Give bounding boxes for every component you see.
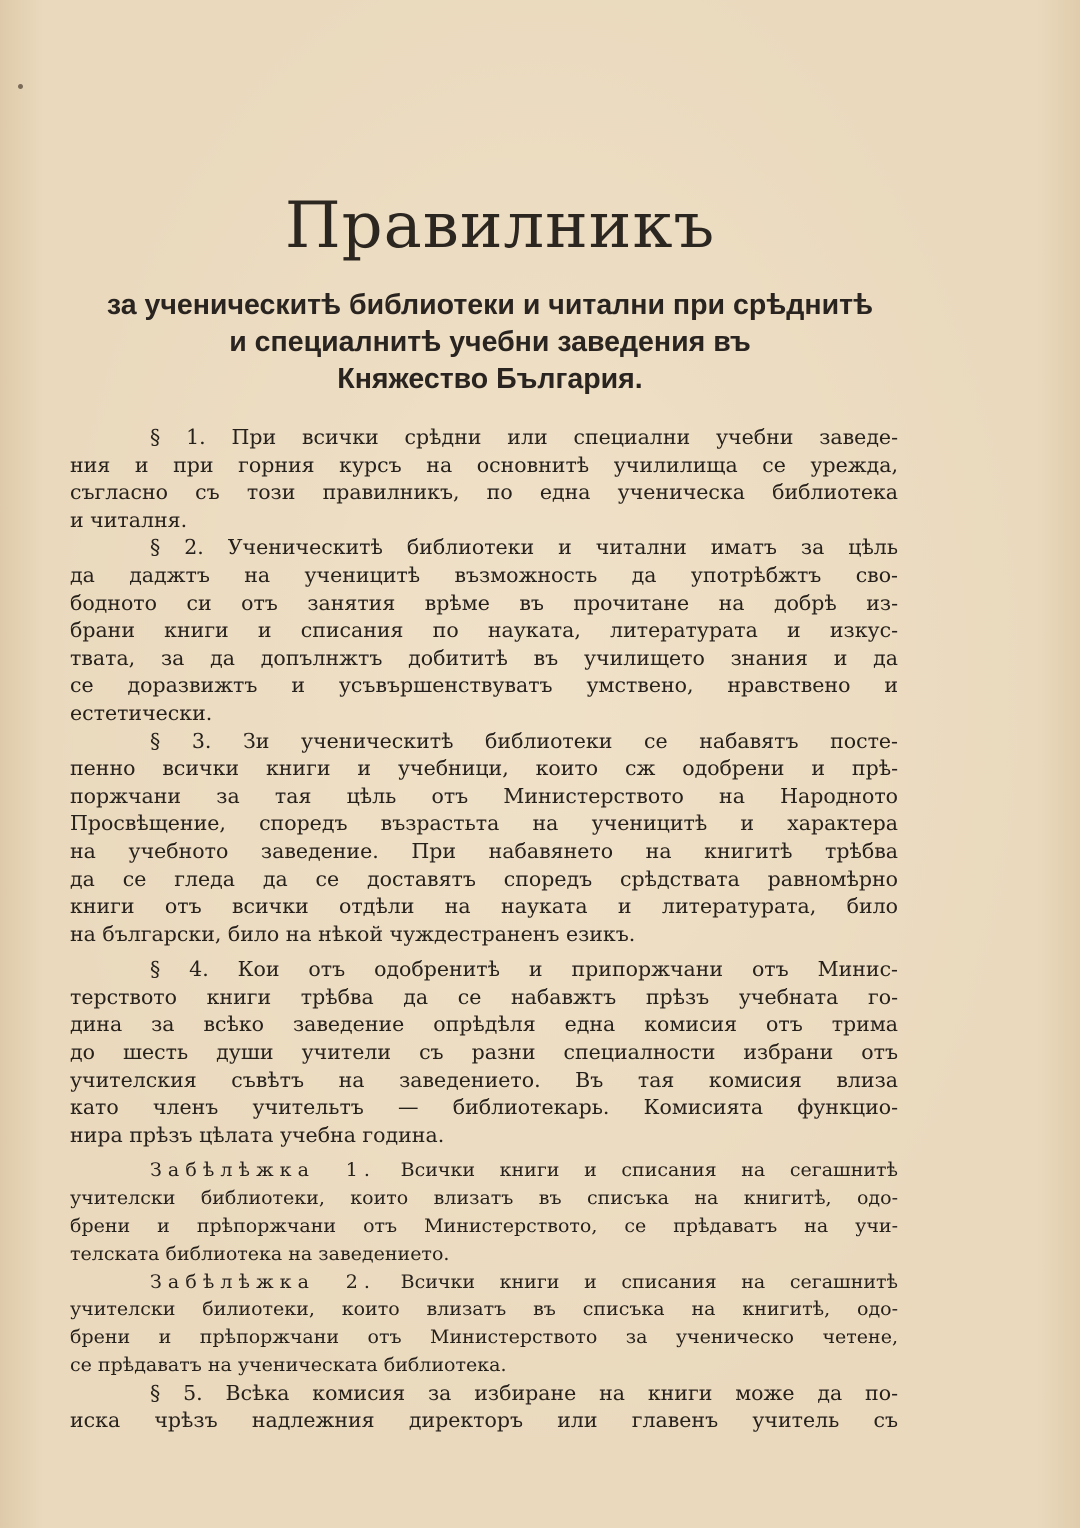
text-line: като членъ учительтъ — библиотекарь. Комисията функцио-: [70, 1095, 898, 1120]
paragraph-gap: [70, 1149, 898, 1157]
note-label: Забѣлѣжка 1.: [150, 1159, 376, 1182]
text-line: § 4. Кои отъ одобренитѣ и припоржчани отъ Минис-: [150, 957, 898, 982]
text-line: учителски билиотеки, които влизатъ въ списъка на книгитѣ, одо-: [70, 1298, 898, 1321]
text-line: брени и прѣпоржчани отъ Министерството, се прѣдаватъ на учи-: [70, 1215, 898, 1238]
text-line: брани книги и списания по науката, литературата и изкус-: [70, 618, 898, 643]
note-2: [70, 1269, 898, 1380]
document-body: [70, 424, 898, 1435]
text-line: телската библиотека на заведението.: [70, 1242, 450, 1265]
text-line: на учебното заведение. При набавянето на книгитѣ трѣбва: [70, 838, 898, 863]
text-line: книги отъ всички отдѣли на науката и литературата, било: [70, 894, 898, 919]
text-line: поржчани за тая цѣль отъ Министерството на Народното: [70, 783, 898, 808]
text-line: дина за всѣко заведение опрѣдѣля една комисия отъ трима: [70, 1012, 898, 1037]
paragraph-4: [70, 956, 898, 1149]
subtitle-line: и специалнитѣ учебни заведения въ: [229, 326, 751, 358]
note-label: Забѣлѣжка 2.: [150, 1270, 376, 1293]
text-line: § 2. Ученическитѣ библиотеки и читални иматъ за цѣль: [150, 535, 898, 560]
text-line: естетически.: [70, 700, 213, 725]
note-text: Всички книги и списания на сегашнитѣ: [400, 1270, 899, 1293]
text-line: на български, било на нѣкой чуждестраненъ езикъ.: [70, 921, 636, 946]
document-title: Правилникъ: [284, 189, 716, 263]
text-line: иска чрѣзъ надлежния директоръ или главенъ учитель съ: [70, 1408, 898, 1433]
note-text: Всички книги и списания на сегашнитѣ: [400, 1159, 899, 1182]
ink-speck: [18, 84, 23, 89]
text-line: [70, 1269, 898, 1297]
paragraph-3: [70, 728, 898, 949]
text-line: твата, за да допълнжтъ добититѣ въ училището знания и да: [70, 645, 898, 670]
paragraph-5: [70, 1380, 898, 1435]
text-line: пенно всички книги и учебници, които сж одобрени и прѣ-: [70, 756, 898, 781]
text-line: бодното си отъ занятия врѣме въ прочитане на добрѣ из-: [70, 590, 898, 615]
text-line: § 1. При всички срѣдни или специални учебни заведе-: [150, 425, 898, 449]
text-line: се прѣдаватъ на ученическата библиотека.: [70, 1354, 507, 1377]
text-line: и читалня.: [70, 507, 188, 532]
text-line: съгласно съ този правилникъ, по една ученическа библиотека: [70, 480, 898, 505]
text-line: [70, 1157, 898, 1185]
text-line: се доразвижтъ и усъвършенствуватъ умствено, нравствено и: [70, 673, 898, 698]
text-line: да даджтъ на ученицитѣ възможность да употрѣбжтъ сво-: [70, 562, 898, 587]
document-subtitle: [60, 287, 920, 398]
text-line: брени и прѣпоржчани отъ Министерството за ученическо четене,: [70, 1326, 898, 1349]
note-1: [70, 1157, 898, 1268]
subtitle-line: за ученическитѣ библиотеки и читални при срѣднитѣ: [106, 289, 874, 321]
text-line: § 5. Всѣка комисия за избиране на книги може да по-: [150, 1380, 898, 1405]
text-line: ния и при горния курсъ на основнитѣ училилища се урежда,: [70, 452, 898, 477]
text-line: учителски библиотеки, които влизатъ въ списъка на книгитѣ, одо-: [70, 1187, 898, 1210]
paragraph-1: [70, 424, 898, 534]
text-line: учителския съвѣтъ на заведението. Въ тая комисия влиза: [70, 1067, 898, 1092]
text-line: § 3. Зи ученическитѣ библиотеки се набавятъ посте-: [150, 728, 898, 753]
text-line: Просвѣщение, споредъ възрастьта на ученицитѣ и характера: [70, 811, 898, 836]
text-line: нира прѣзъ цѣлата учебна година.: [70, 1122, 445, 1147]
paragraph-gap: [70, 948, 898, 956]
subtitle-line: Княжество България.: [337, 363, 643, 395]
paragraph-2: [70, 534, 898, 727]
text-line: до шесть души учители съ разни специалности избрани отъ: [70, 1040, 898, 1065]
text-line: да се гледа да се доставятъ споредъ срѣдствата равномѣрно: [70, 866, 898, 891]
text-line: терството книги трѣбва да се набавжтъ прѣзъ учебната го-: [70, 984, 898, 1009]
